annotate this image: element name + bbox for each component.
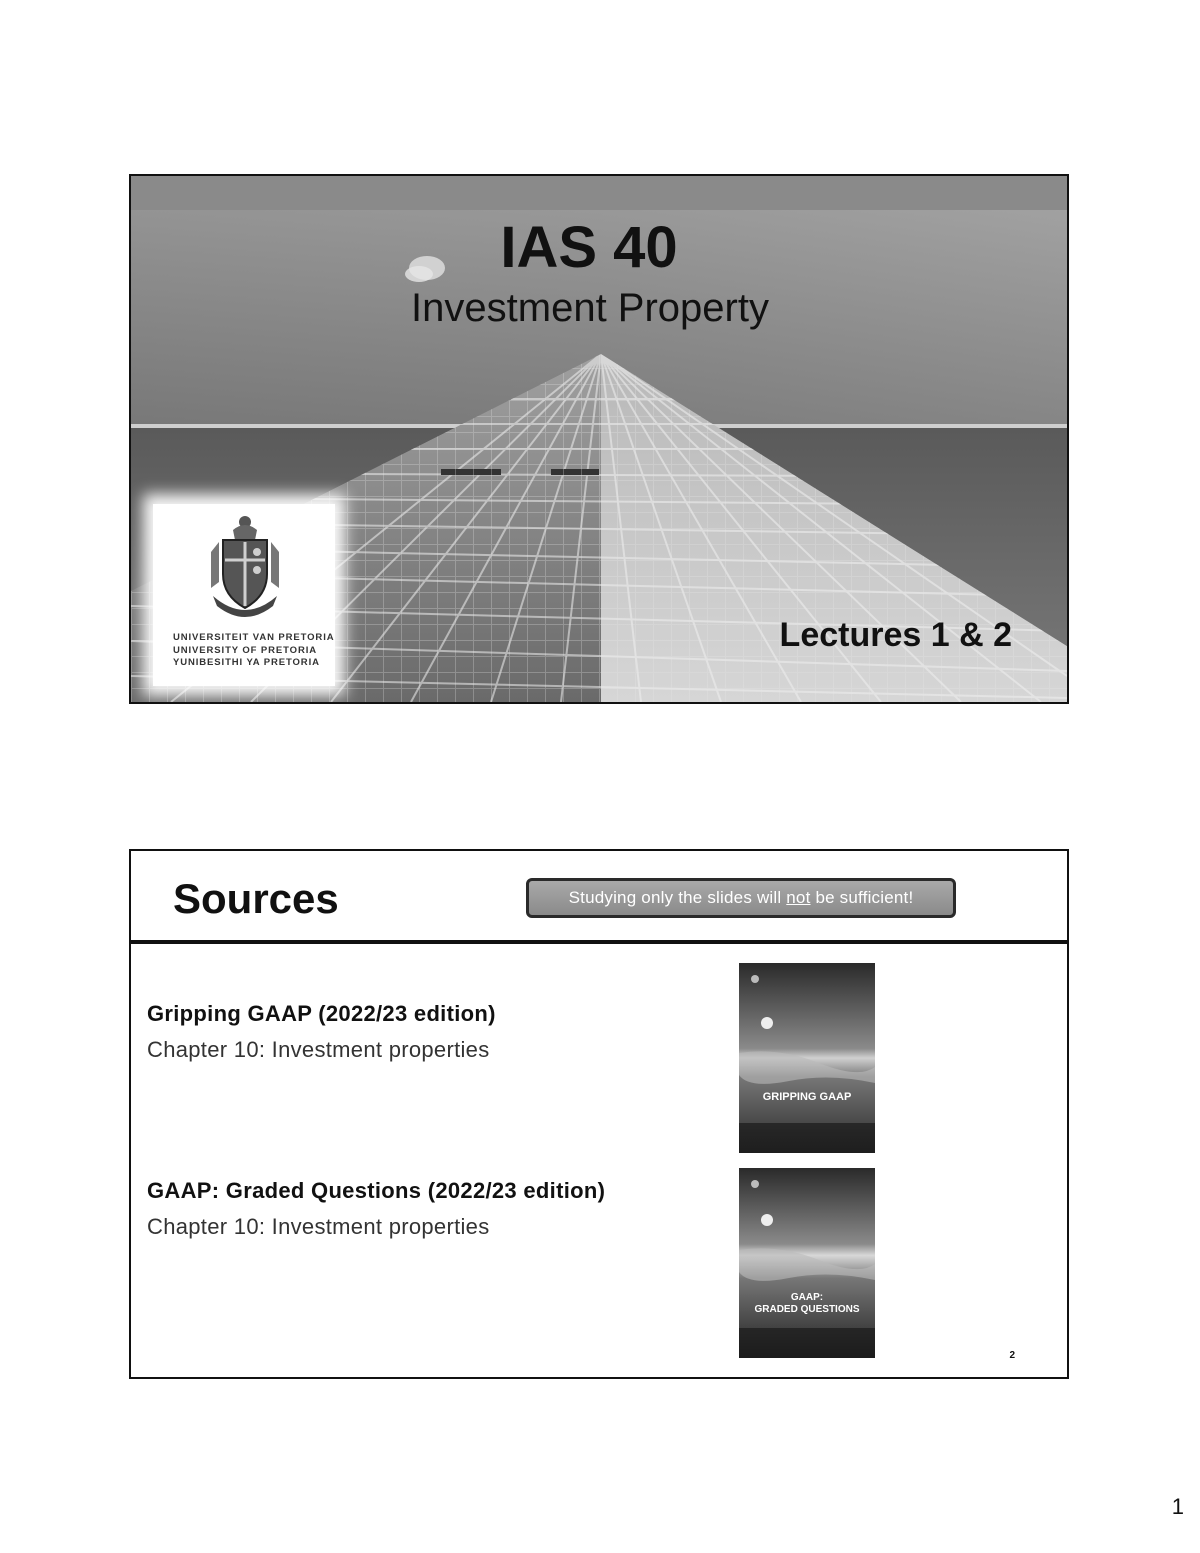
lectures-label: Lectures 1 & 2 [779, 616, 1012, 654]
title-divider [131, 940, 1067, 944]
logo-line-sepedi: YUNIBESITHI YA PRETORIA [173, 657, 320, 668]
cover-title: GRIPPING GAAP [762, 1091, 852, 1103]
note-text-after: be sufficient! [810, 888, 914, 907]
source-heading-1: Gripping GAAP (2022/23 edition) [147, 1001, 496, 1026]
warning-note [526, 878, 956, 918]
note-text-emphasis: not [786, 888, 811, 907]
book-cover-graded-questions [739, 1168, 875, 1358]
slide-title: IAS 40 [500, 215, 678, 280]
cover-publisher [751, 1180, 762, 1188]
university-logo [153, 504, 335, 686]
sources-slide [129, 849, 1069, 1379]
note-text-before: Studying only the slides will [568, 888, 787, 907]
book-cover-image [739, 963, 875, 1153]
slide-number: 2 [1009, 1350, 1015, 1361]
cover-title-line-2: GRADED QUESTIONS [754, 1304, 860, 1315]
page-number: 1 [1171, 1494, 1184, 1519]
cover-title [739, 1292, 875, 1316]
source-detail-1: Chapter 10: Investment properties [147, 1037, 490, 1062]
slide-subtitle: Investment Property [411, 286, 769, 330]
book-cover-gripping-gaap [739, 963, 875, 1153]
logo-line-afrikaans: UNIVERSITEIT VAN PRETORIA [173, 632, 335, 643]
slide-title: Sources [173, 875, 339, 922]
source-detail-2: Chapter 10: Investment properties [147, 1214, 490, 1239]
source-heading-2: GAAP: Graded Questions (2022/23 edition) [147, 1178, 606, 1203]
cover-publisher [751, 975, 762, 983]
title-slide [129, 174, 1069, 704]
logo-line-english: UNIVERSITY OF PRETORIA [173, 644, 318, 656]
cover-title-line-1: GAAP: [790, 1292, 824, 1303]
university-crest-icon [205, 512, 285, 622]
university-name [173, 632, 335, 670]
book-cover-image [739, 1168, 875, 1358]
